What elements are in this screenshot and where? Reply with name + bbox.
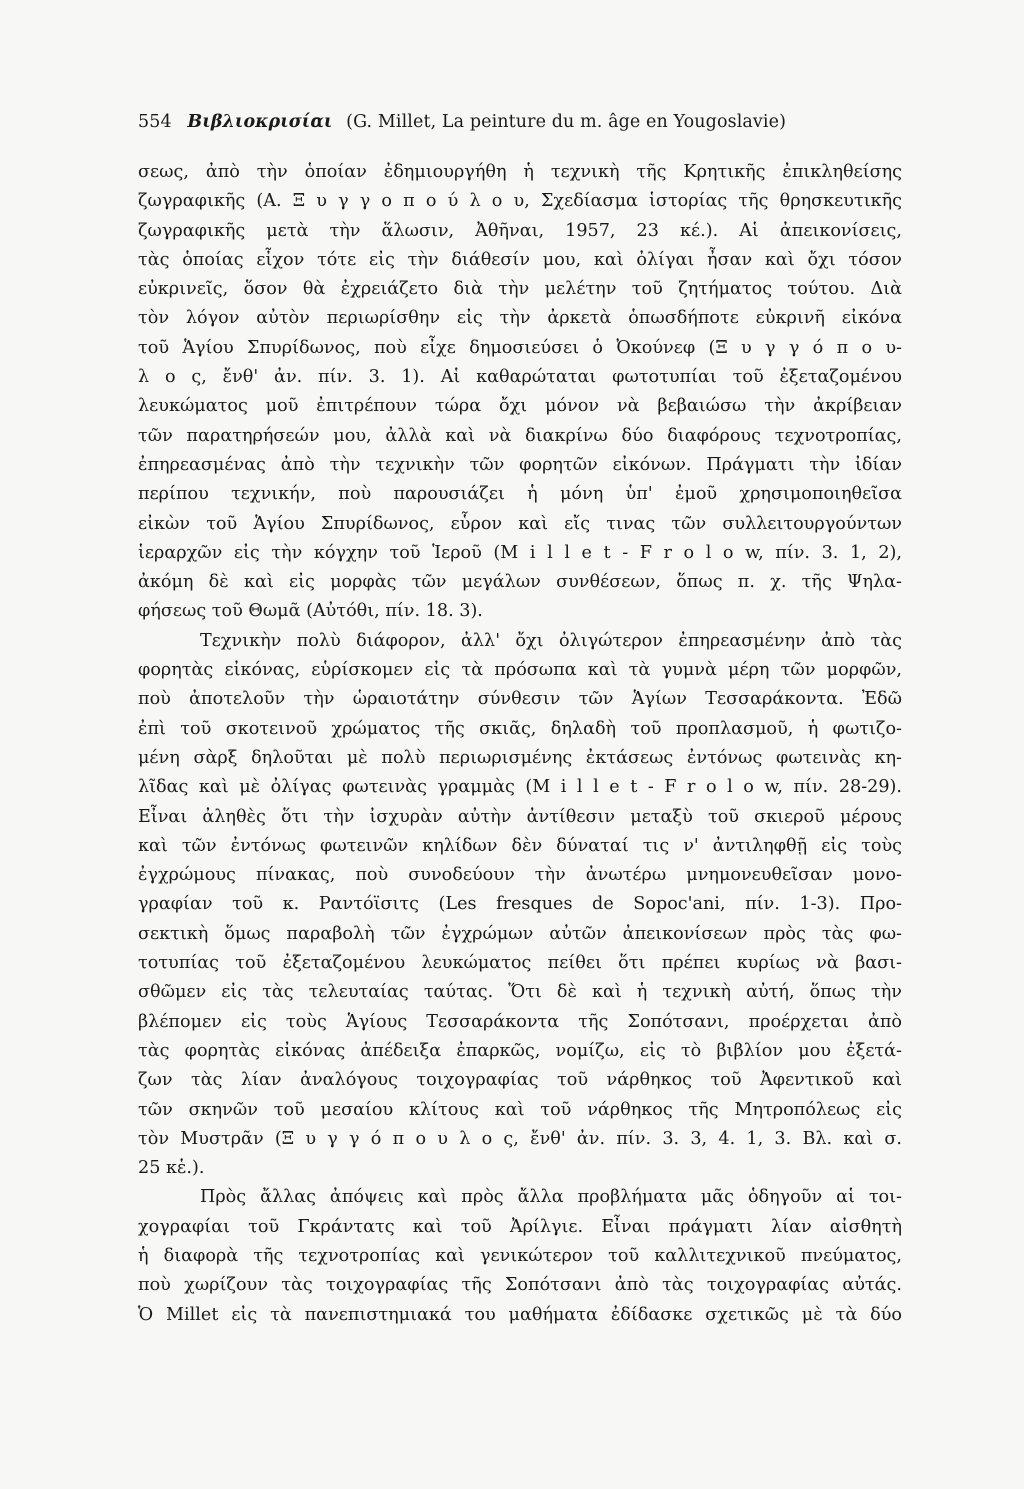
text-line: τὸν λόγον αὐτὸν περιωρίσθην εἰς τὴν ἀρκετὰ ὁπωσδήποτε εὐκρινῆ εἰκόνα — [138, 308, 902, 329]
text-line: τοτυπίας τοῦ ἐξεταζομένου λευκώματος πείθει ὅτι πρέπει κυρίως νὰ βασι- — [138, 953, 902, 974]
text-line: λ ο ς, ἔνθ' ἀν. πίν. 3. 1). Αἱ καθαρώταται φωτοτυπίαι τοῦ ἐξεταζομένου — [138, 367, 902, 388]
text-line: φήσεως τοῦ Θωμᾶ (Αὐτόθι, πίν. 18. 3). — [138, 601, 483, 622]
text-line: τὸν Μυστρᾶν (Ξ υ γ γ ό π ο υ λ ο ς, ἔνθ' ἀν. πίν. 3. 3, 4. 1, 3. Βλ. καὶ σ. — [138, 1128, 902, 1149]
text-line: τῶν σκηνῶν τοῦ μεσαίου κλίτους καὶ τοῦ νάρθηκος τῆς Μητροπόλεως εἰς — [138, 1099, 902, 1120]
text-line: τὰς ὁποίας εἶχον τότε εἰς τὴν διάθεσίν μου, καὶ ὀλίγαι ἦσαν καὶ ὄχι τόσον — [138, 249, 902, 270]
text-line: 25 κἑ.). — [138, 1158, 205, 1179]
text-line: ἀκόμη δὲ καὶ εἰς μορφὰς τῶν μεγάλων συνθέσεων, ὅπως π. χ. τῆς Ψηλα- — [138, 572, 902, 593]
body-text — [138, 158, 902, 1330]
text-line: σεκτικὴ ὅμως παραβολὴ τῶν ἐγχρώμων αὐτῶν ἀπεικονίσεων πρὸς τὰς φω- — [138, 923, 902, 944]
text-line: ποὺ ἀποτελοῦν τὴν ὡραιοτάτην σύνθεσιν τῶν Ἁγίων Τεσσαράκοντα. Ἐδῶ — [138, 689, 902, 710]
text-line: ἱεραρχῶν εἰς τὴν κόγχην τοῦ Ἱεροῦ (M i l l e t - F r o l o w, πίν. 3. 1, 2), — [138, 542, 902, 563]
text-line: ποὺ χωρίζουν τὰς τοιχογραφίας τῆς Σοπότσανι ἀπὸ τὰς τοιχογραφίας αὐτάς. — [138, 1275, 902, 1296]
text-line: σεως, ἀπὸ τὴν ὁποίαν ἐδημιουργήθη ἡ τεχνικὴ τῆς Κρητικῆς ἐπικληθείσης — [138, 162, 902, 182]
text-line: λῖδας καὶ μὲ ὀλίγας φωτεινὰς γραμμὰς (M i l l e t - F r o l o w, πίν. 28-29). — [138, 777, 902, 798]
page-number: 554 — [138, 112, 172, 132]
running-head — [138, 112, 898, 132]
text-line: τὰς φορητὰς εἰκόνας ἀπέδειξα ἐπαρκῶς, νομίζω, εἰς τὸ βιβλίον μου ἐξετά- — [138, 1040, 902, 1061]
text-line: Εἶναι ἀληθὲς ὅτι τὴν ἰσχυρὰν αὐτὴν ἀντίθεσιν μεταξὺ τοῦ σκιεροῦ μέρους — [138, 806, 902, 827]
text-line: εἰκὼν τοῦ Ἁγίου Σπυρίδωνος, εὗρον καὶ εἴς τινας τῶν συλλειτουργούντων — [138, 513, 902, 534]
text-line: τοῦ Ἁγίου Σπυρίδωνος, ποὺ εἶχε δημοσιεύσει ὁ Ὀκούνεφ (Ξ υ γ γ ό π ο υ- — [138, 337, 902, 358]
text-line: ἐγχρώμους πίνακας, ποὺ συνοδεύουν τὴν ἀνωτέρω μνημονευθεῖσαν μονο- — [138, 865, 902, 886]
text-line: περίπου τεχνικήν, ποὺ παρουσιάζει ἡ μόνη ὑπ' ἐμοῦ χρησιμοποιηθεῖσα — [138, 484, 902, 505]
text-line: ἐπηρεασμένας ἀπὸ τὴν τεχνικὴν τῶν φορητῶν εἰκόνων. Πράγματι τὴν ἰδίαν — [138, 454, 902, 475]
text-line: βλέπομεν εἰς τοὺς Ἁγίους Τεσσαράκοντα τῆς Σοπότσανι, προέρχεται ἀπὸ — [138, 1011, 902, 1032]
text-line: ζωγραφικῆς μετὰ τὴν ἅλωσιν, Ἀθῆναι, 1957, 23 κέ.). Αἱ ἀπεικονίσεις, — [138, 220, 902, 241]
paragraph-start-line: Πρὸς ἄλλας ἀπόψεις καὶ πρὸς ἄλλα προβλήματα μᾶς ὁδηγοῦν αἱ τοι- — [200, 1187, 902, 1208]
review-reference: (G. Millet, La peinture du m. âge en Yougoslavie) — [346, 112, 786, 132]
text-line: γραφίαν τοῦ κ. Ραντόϊσιτς (Les fresques de Sopoc'ani, πίν. 1-3). Προ- — [138, 894, 902, 915]
text-line: χογραφίαι τοῦ Γκράντατς καὶ τοῦ Ἀρίλγιε. Εἶναι πράγματι λίαν αἰσθητὴ — [138, 1216, 902, 1237]
text-line: καὶ τῶν ἐντόνως φωτεινῶν κηλίδων δὲν δύναταί τις ν' ἀντιληφθῇ εἰς τοὺς — [138, 835, 902, 856]
text-line: Ὁ Millet εἰς τὰ πανεπιστημιακά του μαθήματα ἐδίδασκε σχετικῶς μὲ τὰ δύο — [138, 1304, 902, 1325]
paragraph-start-line: Τεχνικὴν πολὺ διάφορον, ἀλλ' ὄχι ὀλιγώτερον ἐπηρεασμένην ἀπὸ τὰς — [200, 630, 902, 651]
text-line: τῶν παρατηρήσεών μου, ἀλλὰ καὶ νὰ διακρίνω δύο διαφόρους τεχνοτροπίας, — [138, 425, 902, 446]
text-line: φορητὰς εἰκόνας, εὑρίσκομεν εἰς τὰ πρόσωπα καὶ τὰ γυμνὰ μέρη τῶν μορφῶν, — [138, 660, 902, 681]
text-line: ἡ διαφορὰ τῆς τεχνοτροπίας καὶ γενικώτερον τοῦ καλλιτεχνικοῦ πνεύματος, — [138, 1245, 902, 1266]
text-line: ζων τὰς λίαν ἀναλόγους τοιχογραφίας τοῦ νάρθηκος τοῦ Ἀφεντικοῦ καὶ — [138, 1070, 902, 1091]
text-line: σθῶμεν εἰς τὰς τελευταίας ταύτας. Ὅτι δὲ καὶ ἡ τεχνικὴ αὐτή, ὅπως τὴν — [138, 982, 902, 1003]
text-line: εὐκρινεῖς, ὅσον θὰ ἐχρειάζετο διὰ τὴν μελέτην τοῦ ζητήματος τούτου. Διὰ — [138, 279, 902, 300]
text-line: λευκώματος μοῦ ἐπιτρέπουν τώρα ὄχι μόνον νὰ βεβαιώσω τὴν ἀκρίβειαν — [138, 396, 902, 417]
text-line: μένη σὰρξ δηλοῦται μὲ πολὺ περιωρισμένης ἐκτάσεως ἐντόνως φωτεινὰς κη- — [138, 747, 902, 768]
text-line: ἐπὶ τοῦ σκοτεινοῦ χρώματος τῆς σκιᾶς, δηλαδὴ τοῦ προπλασμοῦ, ἡ φωτιζο- — [138, 718, 902, 739]
section-title: Βιβλιοκρισίαι — [187, 112, 333, 132]
text-line: ζωγραφικῆς (Α. Ξ υ γ γ ο π ο ύ λ ο υ, Σχεδίασμα ἱστορίας τῆς θρησκευτικῆς — [138, 191, 902, 212]
